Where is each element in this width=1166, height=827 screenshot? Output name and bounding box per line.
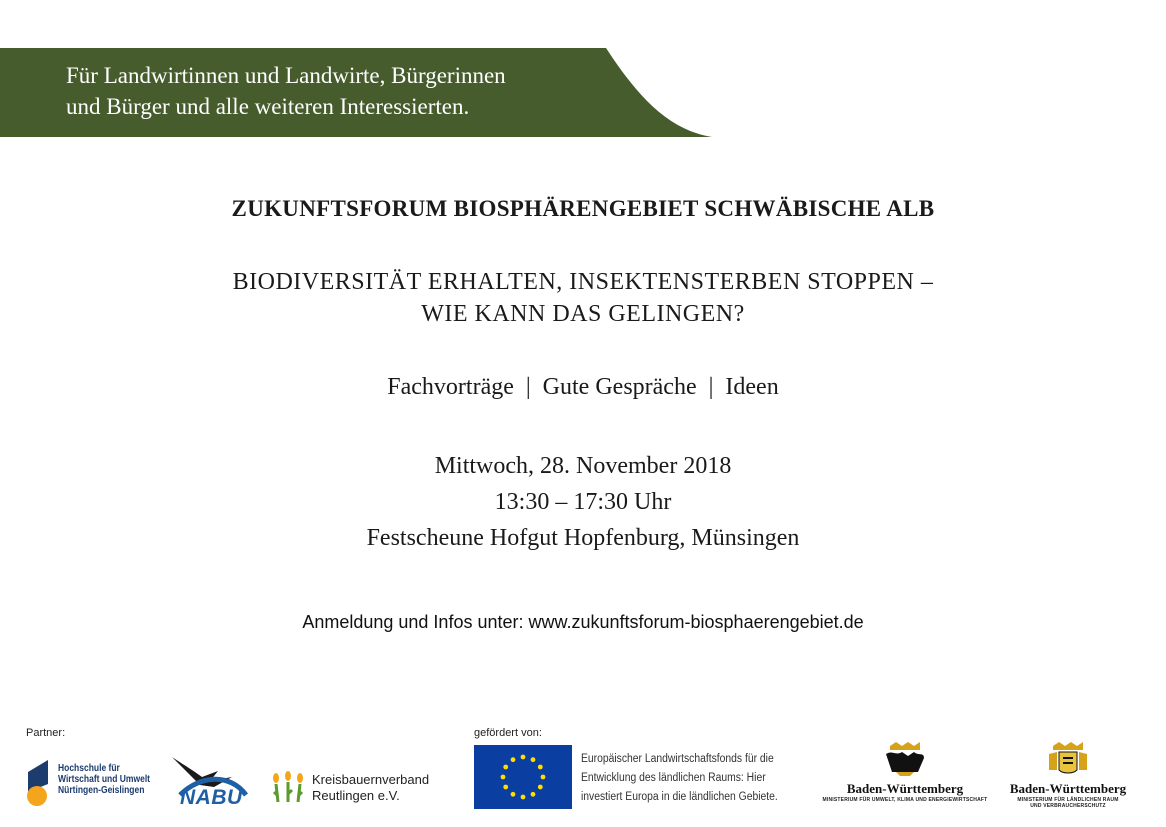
event-tagline: Fachvorträge | Gute Gespräche | Ideen	[387, 374, 779, 400]
event-title: ZUKUNFTSFORUM BIOSPHÄRENGEBIET SCHWÄBISCHE ALB	[231, 196, 935, 221]
banner-text	[66, 60, 506, 122]
nabu-logo-text: NABU	[180, 786, 243, 809]
eu-stars-icon	[474, 745, 572, 809]
bw-coat-of-arms-icon	[1045, 742, 1091, 776]
eu-funding-text: Europäischer Landwirtschaftsfonds für die Entwicklung des ländlichen Raums: Hier investiert Europa in die ländlichen Gebiete.	[581, 753, 778, 803]
subtitle-line-2: WIE KANN DAS GELINGEN?	[421, 301, 745, 327]
partners-label: Partner:	[26, 727, 66, 739]
event-details	[0, 448, 1166, 556]
banner-line-2: und Bürger und alle weiteren Interessierten.	[66, 94, 470, 119]
bw-ministry-environment-logo: Baden-Württemberg MINISTERIUM FÜR UMWELT, KLIMA UND ENERGIEWIRTSCHAFT	[812, 742, 998, 803]
hochschule-logo-text: Hochschule für Wirtschaft und Umwelt Nürtingen-Geislingen	[58, 763, 151, 796]
event-subtitle	[0, 266, 1166, 330]
header-banner	[0, 0, 720, 150]
event-time: 13:30 – 17:30 Uhr	[494, 489, 672, 515]
event-location: Festscheune Hofgut Hopfenburg, Münsingen	[366, 525, 800, 551]
bw-coat-of-arms-icon	[882, 742, 928, 776]
event-date: Mittwoch, 28. November 2018	[434, 453, 732, 479]
signup-info: Anmeldung und Infos unter: www.zukunftsforum-biosphaerengebiet.de	[302, 612, 864, 632]
kreisbauernverband-wheat-icon	[270, 770, 306, 804]
kreisbauernverband-logo-text: Kreisbauernverband Reutlingen e.V.	[312, 772, 430, 803]
funding-label: gefördert von:	[474, 727, 542, 739]
subtitle-line-1: BIODIVERSITÄT ERHALTEN, INSEKTENSTERBEN STOPPEN –	[232, 269, 934, 295]
eu-flag-icon	[474, 745, 572, 809]
hochschule-logo-icon	[24, 758, 54, 808]
bw-ministry-rural-logo: Baden-Württemberg MINISTERIUM FÜR LÄNDLICHEN RAUM UND VERBRAUCHERSCHUTZ	[998, 742, 1138, 809]
banner-line-1: Für Landwirtinnen und Landwirte, Bürgerinnen	[66, 63, 506, 88]
